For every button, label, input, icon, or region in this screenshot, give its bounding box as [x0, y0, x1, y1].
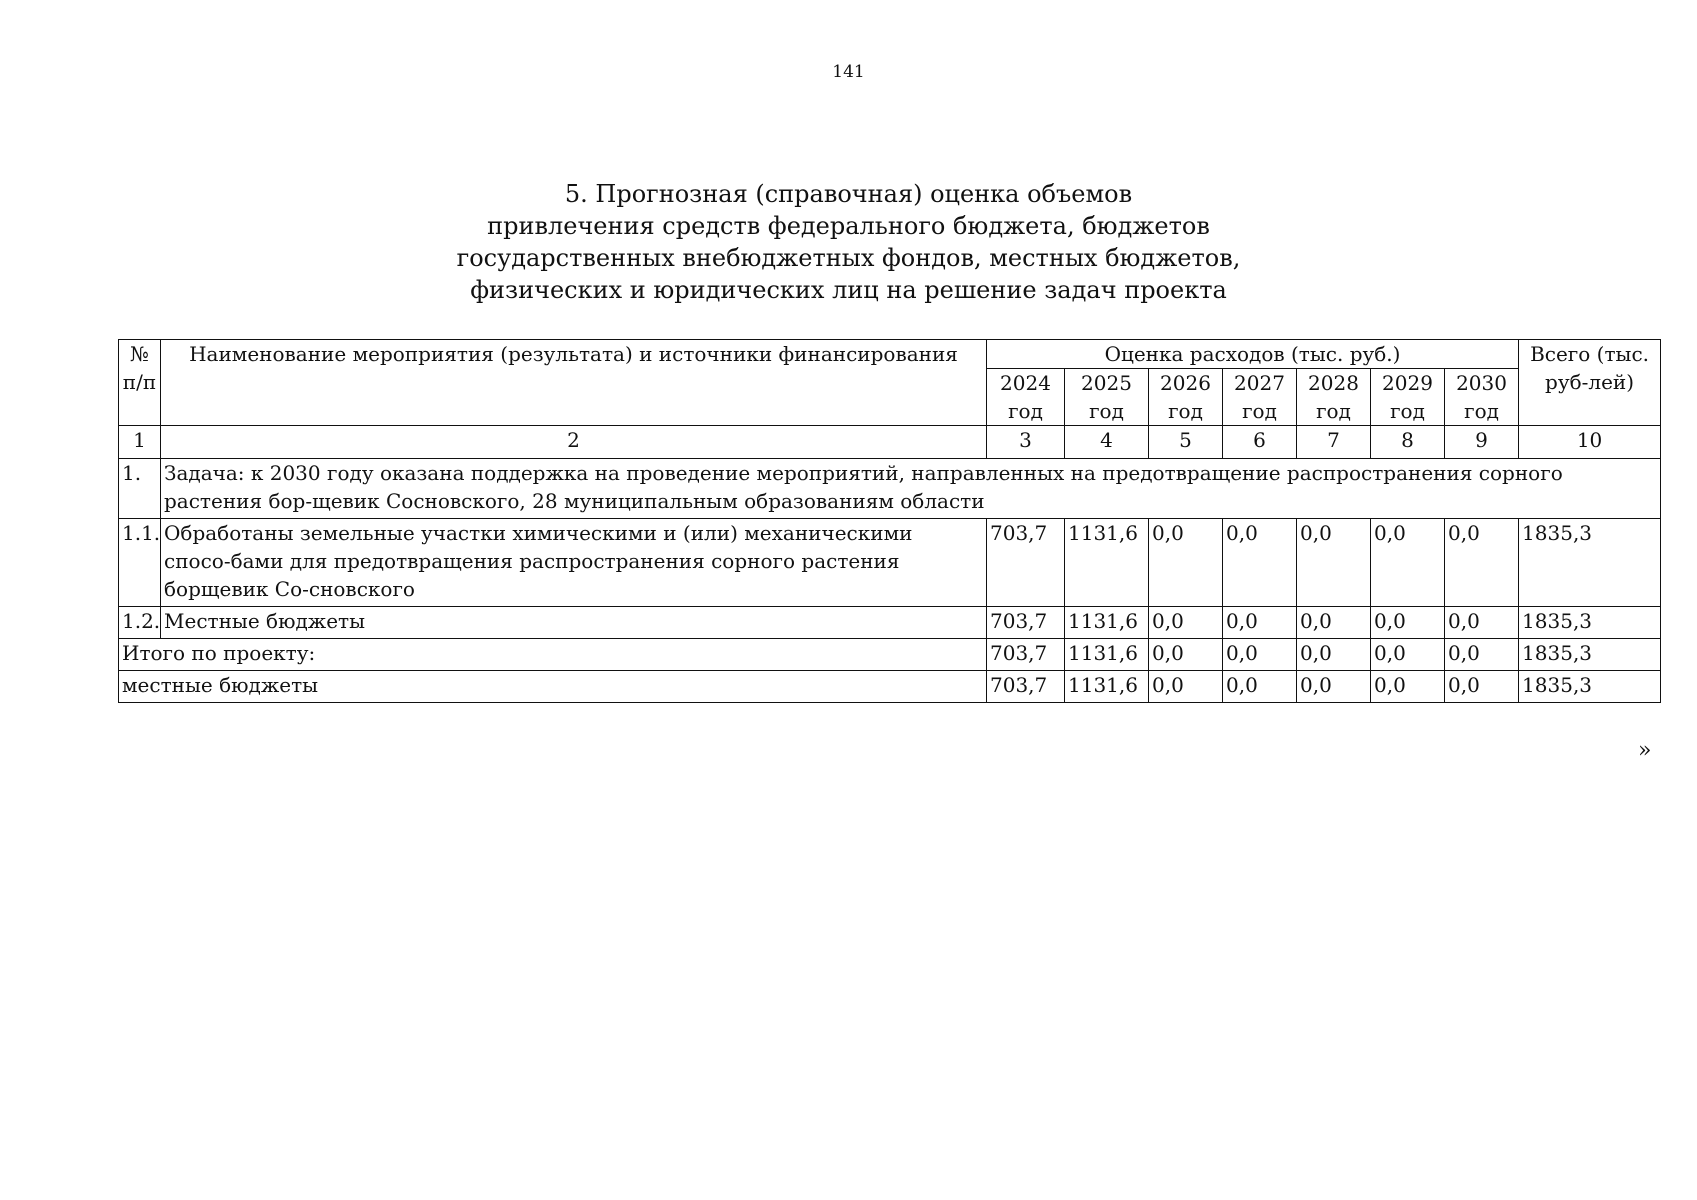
total-label: местные бюджеты	[119, 671, 987, 703]
column-number-row	[119, 426, 1661, 459]
row-num: 1.2.	[119, 607, 161, 639]
row-value: 703,7	[987, 519, 1065, 607]
header-year: 2026 год	[1149, 369, 1223, 426]
total-value: 0,0	[1445, 671, 1519, 703]
column-number: 9	[1445, 426, 1519, 459]
column-number: 6	[1223, 426, 1297, 459]
row-total: 1835,3	[1519, 519, 1661, 607]
budget-table	[118, 339, 1661, 703]
column-number: 10	[1519, 426, 1661, 459]
row-name: Обработаны земельные участки химическими и (или) механическими спосо-бами для предотвращения распространения сорного растения борщевик Со-сновского	[161, 519, 987, 607]
header-year: 2028 год	[1297, 369, 1371, 426]
row-value: 0,0	[1297, 519, 1371, 607]
header-year: 2024 год	[987, 369, 1065, 426]
header-estimate: Оценка расходов (тыс. руб.)	[987, 340, 1519, 369]
header-year: 2027 год	[1223, 369, 1297, 426]
title-line: государственных внебюджетных фондов, местных бюджетов,	[456, 244, 1241, 272]
header-name: Наименование мероприятия (результата) и источники финансирования	[161, 340, 987, 426]
column-number: 3	[987, 426, 1065, 459]
closing-quote-mark: »	[1638, 738, 1652, 763]
total-sum: 1835,3	[1519, 671, 1661, 703]
total-value: 0,0	[1371, 639, 1445, 671]
column-number: 4	[1065, 426, 1149, 459]
header-row	[119, 340, 1661, 369]
total-value: 0,0	[1445, 639, 1519, 671]
total-value: 0,0	[1297, 639, 1371, 671]
header-year: 2025 год	[1065, 369, 1149, 426]
row-value: 0,0	[1371, 519, 1445, 607]
total-value: 0,0	[1223, 639, 1297, 671]
row-value: 0,0	[1371, 607, 1445, 639]
header-num: № п/п	[119, 340, 161, 426]
title-line: физических и юридических лиц на решение задач проекта	[470, 276, 1227, 304]
total-value: 0,0	[1371, 671, 1445, 703]
page-number: 141	[832, 62, 865, 82]
row-value: 0,0	[1223, 607, 1297, 639]
total-row	[119, 671, 1661, 703]
table-title	[0, 178, 1697, 306]
row-value: 0,0	[1445, 519, 1519, 607]
total-label: Итого по проекту:	[119, 639, 987, 671]
column-number: 5	[1149, 426, 1223, 459]
row-value: 1131,6	[1065, 519, 1149, 607]
header-total: Всего (тыс. руб-лей)	[1519, 340, 1661, 426]
task-text: Задача: к 2030 году оказана поддержка на проведение мероприятий, направленных на предотвращение распространения сорного растения бор-щевик Сосновского, 28 муниципальным образованиям области	[161, 459, 1661, 519]
row-value: 0,0	[1297, 607, 1371, 639]
row-total: 1835,3	[1519, 607, 1661, 639]
row-value: 0,0	[1149, 607, 1223, 639]
header-year: 2030 год	[1445, 369, 1519, 426]
title-line: 5. Прогнозная (справочная) оценка объемов	[564, 180, 1133, 208]
column-number: 1	[119, 426, 161, 459]
total-sum: 1835,3	[1519, 639, 1661, 671]
total-value: 1131,6	[1065, 639, 1149, 671]
row-num: 1.1.	[119, 519, 161, 607]
row-value: 1131,6	[1065, 607, 1149, 639]
table-row	[119, 519, 1661, 607]
table-row	[119, 607, 1661, 639]
column-number: 2	[161, 426, 987, 459]
title-line: привлечения средств федерального бюджета, бюджетов	[487, 212, 1210, 240]
total-value: 703,7	[987, 671, 1065, 703]
column-number: 7	[1297, 426, 1371, 459]
task-row	[119, 459, 1661, 519]
header-year: 2029 год	[1371, 369, 1445, 426]
row-value: 703,7	[987, 607, 1065, 639]
total-value: 0,0	[1149, 671, 1223, 703]
total-value: 703,7	[987, 639, 1065, 671]
column-number: 8	[1371, 426, 1445, 459]
row-name: Местные бюджеты	[161, 607, 987, 639]
task-num: 1.	[119, 459, 161, 519]
row-value: 0,0	[1445, 607, 1519, 639]
total-row	[119, 639, 1661, 671]
total-value: 1131,6	[1065, 671, 1149, 703]
total-value: 0,0	[1223, 671, 1297, 703]
total-value: 0,0	[1149, 639, 1223, 671]
row-value: 0,0	[1223, 519, 1297, 607]
total-value: 0,0	[1297, 671, 1371, 703]
row-value: 0,0	[1149, 519, 1223, 607]
